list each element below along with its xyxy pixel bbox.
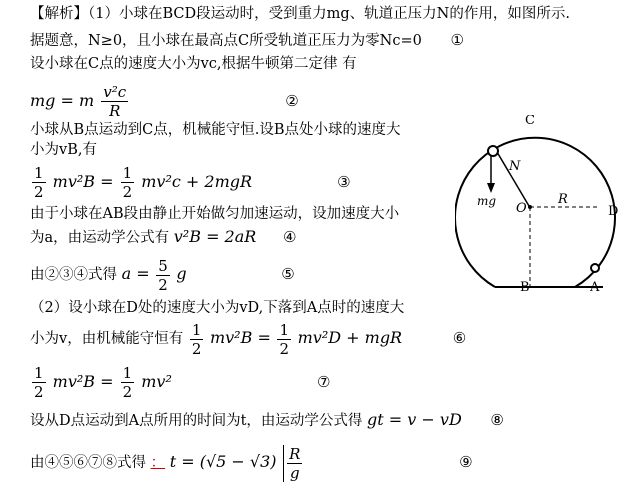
eq-number-5: ⑤ — [281, 265, 295, 283]
line-13 — [30, 440, 473, 485]
label-o: O — [516, 201, 527, 216]
line-12-eq: gt = v − vD — [367, 410, 462, 429]
line-13-sqrt-frac — [283, 445, 302, 482]
line-12-text: 设从D点运动到A点所用的时间为t，由运动学公式得 — [30, 413, 363, 429]
line-10-text: 小为v，由机械能守恒有 — [30, 331, 184, 347]
eq3-frac1-num: 1 — [34, 164, 44, 182]
line-5: 小为vB,有 — [30, 142, 97, 158]
ball-on-track — [488, 146, 498, 156]
ball-at-a — [591, 264, 599, 272]
eq7-frac2-num: 1 — [122, 364, 133, 382]
line-10-frac2-num: 1 — [279, 320, 289, 339]
eq3-part-b: mv²c + 2mgR — [141, 172, 253, 191]
line-13-red-mark: ： — [150, 455, 166, 471]
label-n: N — [509, 159, 521, 174]
circle-track-diagram — [455, 115, 635, 300]
line-8-text: 由②③④式得 — [30, 267, 117, 283]
label-c: C — [525, 115, 535, 128]
eq-number-8: ⑧ — [490, 411, 504, 429]
equation-7 — [30, 362, 330, 402]
line-7-eq: v²B = 2aR — [173, 227, 257, 246]
line-8-num: 5 — [158, 256, 168, 275]
eq2-denominator: R — [109, 102, 121, 120]
eq3-frac2-den: 2 — [122, 183, 133, 201]
eq3-frac-2 — [121, 164, 135, 201]
line-10-frac1-den: 2 — [191, 339, 202, 358]
eq7-frac2-den: 2 — [122, 383, 133, 401]
label-b: B — [520, 280, 530, 295]
line-10-frac-2 — [277, 321, 291, 358]
label-d: D — [608, 204, 619, 219]
eq-number-9: ⑨ — [459, 453, 473, 471]
eq7-part-a: mv²B = — [52, 372, 114, 391]
line-4: 小球从B点运动到C点，机械能守恒.设B点处小球的速度大 — [30, 122, 401, 138]
equation-2 — [30, 82, 299, 120]
eq7-part-b: mv² — [141, 372, 172, 391]
eq2-fraction — [101, 83, 128, 120]
line-10-frac-1 — [190, 321, 204, 358]
line-13-eq: t = (√5 − √3) — [169, 452, 277, 471]
circular-track — [455, 138, 615, 287]
label-a: A — [590, 280, 600, 295]
line-2 — [30, 30, 464, 51]
line-8-eq-a: a = — [121, 264, 150, 283]
line-13-text: 由④⑤⑥⑦⑧式得 — [30, 455, 146, 471]
line-1: 【解析】（1）小球在BCD段运动时，受到重力mg、轨道正压力N的作用，如图所示. — [30, 6, 570, 22]
eq-number-1: ① — [450, 31, 464, 49]
eq7-frac1-num: 1 — [34, 364, 44, 382]
line-7-text: 为a，由运动学公式有 — [30, 230, 170, 246]
eq-number-4: ④ — [282, 228, 297, 246]
line-9: （2）设小球在D处的速度大小为vD,下落到A点时的速度大 — [30, 300, 405, 316]
gravity-arrow-head — [487, 183, 495, 193]
eq3-frac1-den: 2 — [34, 183, 44, 201]
line-13-den: g — [290, 463, 300, 482]
center-point — [528, 205, 532, 209]
eq7-frac-2 — [121, 364, 135, 401]
eq7-frac1-den: 2 — [34, 383, 44, 401]
line-13-num: R — [289, 444, 301, 463]
eq3-frac-1 — [32, 164, 46, 201]
line-8-frac — [156, 257, 170, 294]
line-10-eq-a: mv²B = — [209, 328, 271, 347]
eq-number-3: ③ — [337, 173, 351, 191]
label-r: R — [558, 192, 568, 207]
eq2-numerator: v²c — [103, 83, 127, 101]
line-8 — [30, 255, 295, 294]
line-12 — [30, 410, 504, 431]
line-7 — [30, 227, 296, 248]
line-3: 设小球在C点的速度大小为vc,根据牛顿第二定律 有 — [30, 56, 357, 72]
line-6: 由于小球在AB段由静止开始做匀加速运动，设加速度大小 — [30, 206, 400, 222]
label-mg: mg — [477, 194, 497, 208]
eq-number-2: ② — [285, 92, 299, 110]
eq2-left: mg = m — [30, 91, 95, 110]
eq-number-7: ⑦ — [316, 373, 331, 391]
line-10-eq-b: mv²D + mgR — [297, 328, 403, 347]
line-10-frac1-num: 1 — [191, 320, 202, 339]
equation-3 — [30, 162, 351, 202]
line-2-text: 据题意，N≥0，且小球在最高点C所受轨道正压力为零Nc=0 — [30, 33, 422, 49]
line-8-den: 2 — [158, 275, 168, 294]
eq-number-6: ⑥ — [452, 329, 467, 347]
eq7-frac-1 — [32, 364, 46, 401]
eq3-part-a: mv²B = — [52, 172, 114, 191]
line-10 — [30, 318, 466, 359]
line-10-frac2-den: 2 — [279, 339, 289, 358]
line-8-eq-b: g — [176, 264, 187, 283]
eq3-frac2-num: 1 — [122, 164, 133, 182]
